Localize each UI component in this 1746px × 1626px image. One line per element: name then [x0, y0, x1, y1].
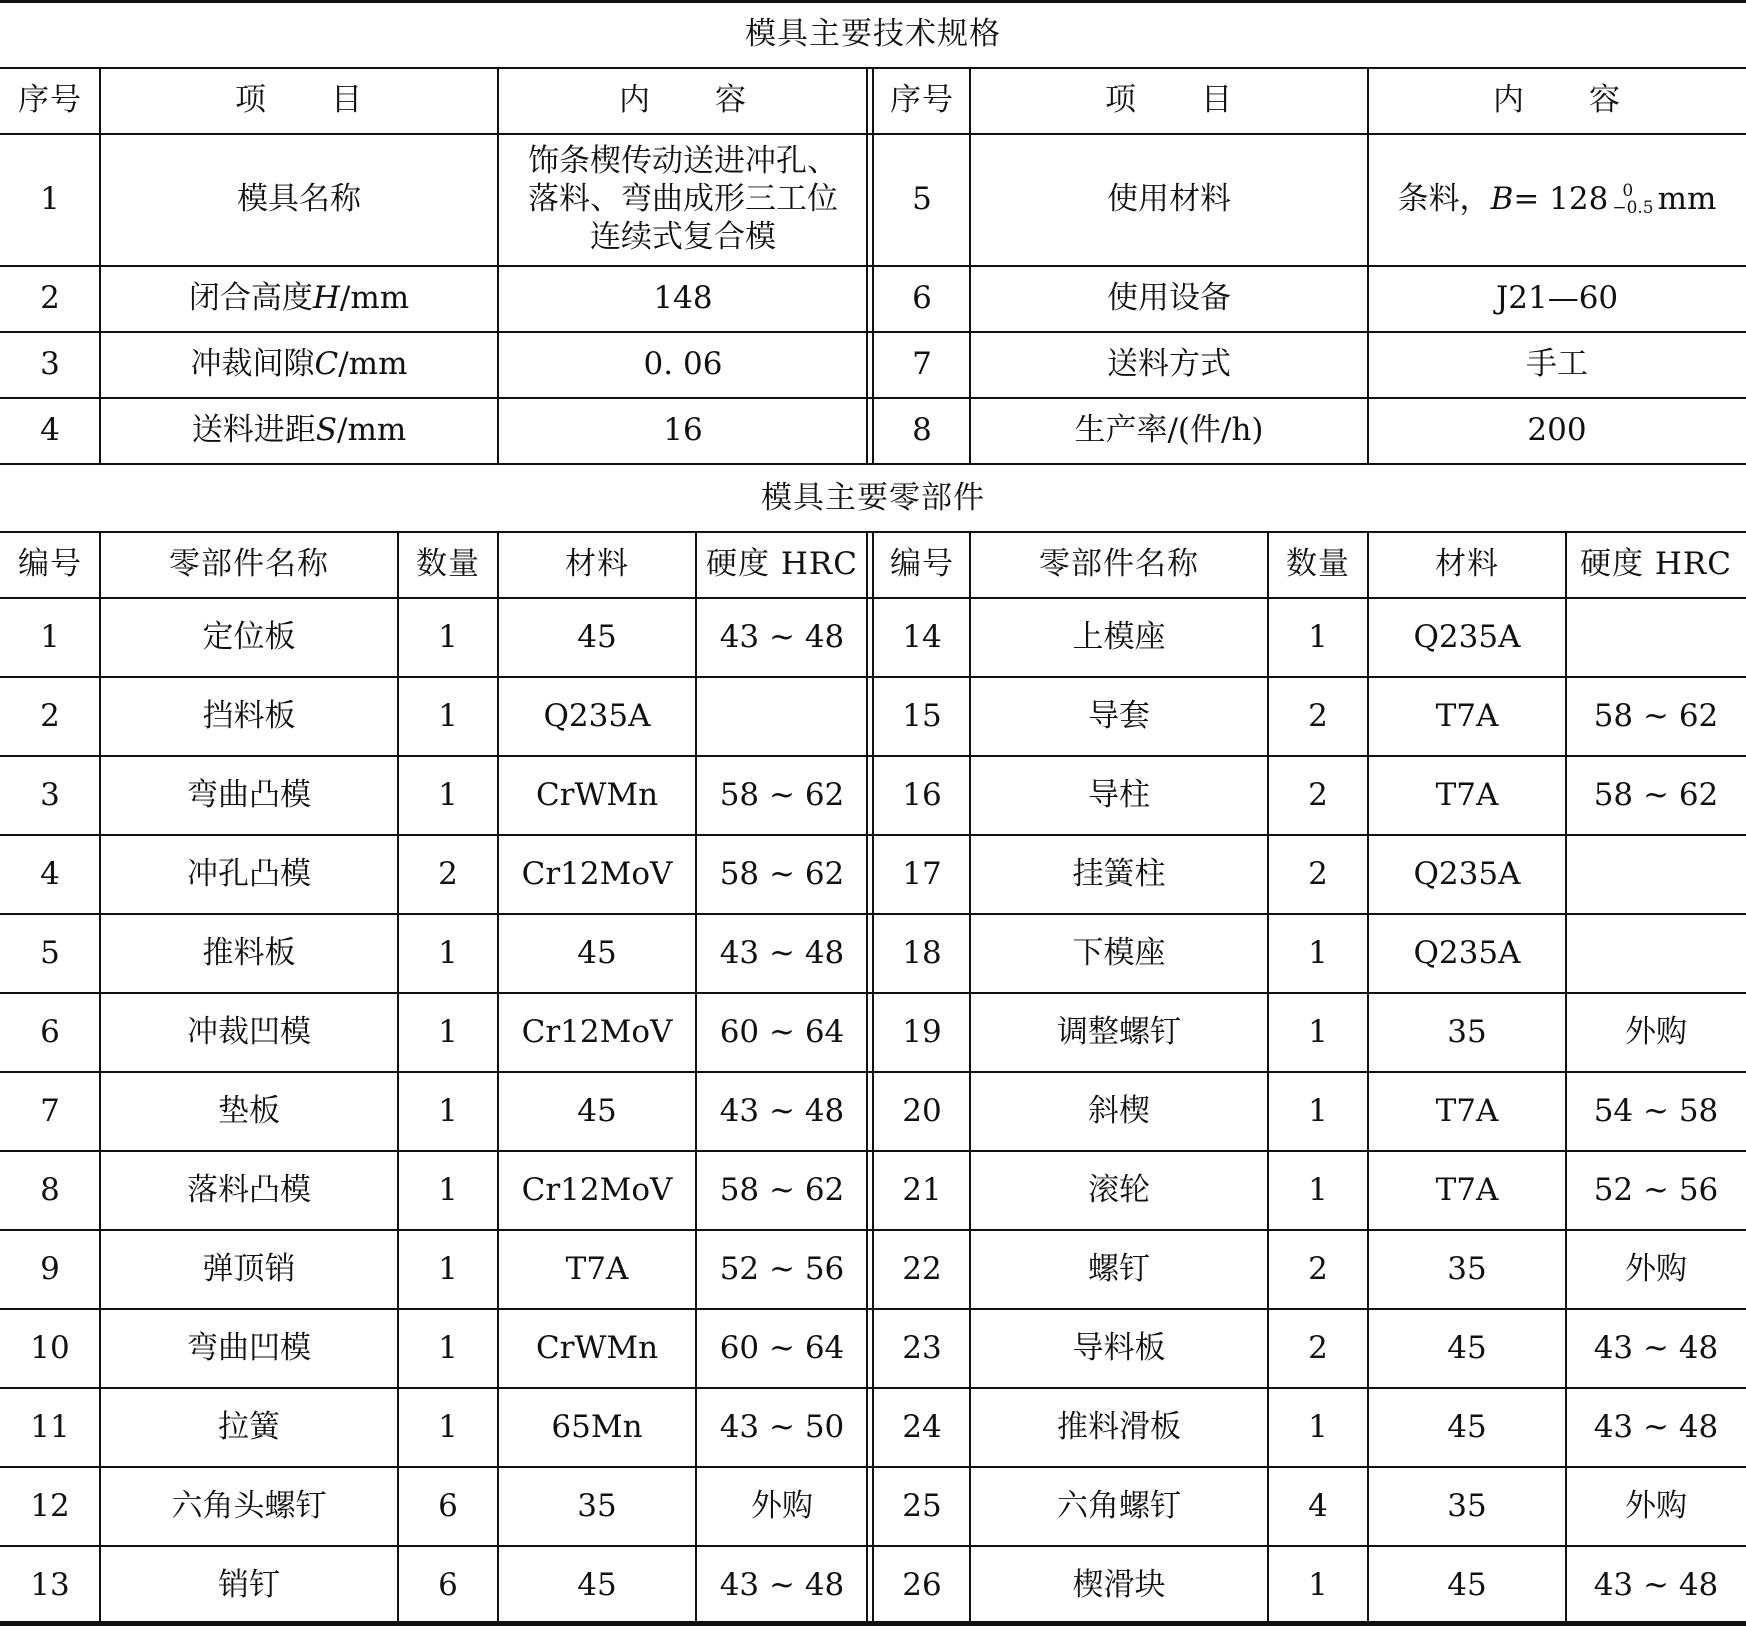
parts-cell-qty-right: 1 [1308, 934, 1328, 971]
parts-cell-material-left: 45 [577, 1566, 617, 1603]
parts-cell-material-left: 35 [577, 1487, 617, 1524]
spec-row2-item-right: 使用设备 [1107, 280, 1231, 317]
parts-cell-material-left: 65Mn [551, 1408, 643, 1445]
spec-row1-content-left: 饰条楔传动送进冲孔、落料、弯曲成形三工位连续式复合模 [528, 143, 838, 255]
item-unit: /mm [338, 346, 408, 383]
parts-cell-hardness-right: 54 ~ 58 [1593, 1092, 1719, 1129]
parts-cell-no-right: 24 [902, 1408, 942, 1445]
parts-cell-material-left: 45 [577, 1092, 617, 1129]
parts-cell-no-right: 17 [902, 855, 942, 892]
parts-cell-hardness-left: 58 ~ 62 [719, 776, 845, 813]
parts-cell-no-left: 5 [40, 934, 60, 971]
top-rule [0, 0, 1746, 3]
material-width-value: = 128 [1513, 181, 1609, 218]
parts-cell-hardness-right: 外购 [1625, 1013, 1687, 1050]
parts-cell-qty-left: 6 [438, 1566, 458, 1603]
parts-cell-material-left: Q235A [543, 697, 651, 734]
spec-row1-no-right: 5 [912, 181, 932, 218]
parts-cell-no-left: 8 [40, 1171, 60, 1208]
spec-header-no-right: 序号 [890, 82, 954, 119]
parts-cell-qty-right: 1 [1308, 1013, 1328, 1050]
parts-cell-hardness-right: 58 ~ 62 [1593, 776, 1719, 813]
spec-header-content-left: 内 容 [619, 82, 747, 119]
tolerance-upper: 0 [1622, 181, 1634, 201]
item-label: 冲裁间隙 [190, 346, 315, 383]
parts-cell-name-right: 楔滑块 [1072, 1566, 1166, 1603]
spec-row2-content-right: J21—60 [1495, 280, 1619, 317]
parts-cell-name-left: 弯曲凸模 [187, 776, 311, 813]
parts-header-name-left: 零部件名称 [169, 546, 329, 583]
parts-header-no-right: 编号 [890, 546, 954, 583]
spec-row4-content-left: 16 [663, 412, 703, 449]
parts-cell-no-left: 1 [40, 618, 60, 655]
parts-cell-qty-left: 1 [438, 934, 458, 971]
parts-cell-no-left: 10 [30, 1329, 70, 1366]
parts-cell-material-right: Q235A [1413, 618, 1521, 655]
parts-cell-no-right: 21 [902, 1171, 942, 1208]
parts-cell-qty-left: 1 [438, 1329, 458, 1366]
parts-cell-no-right: 15 [902, 697, 942, 734]
parts-cell-no-right: 26 [902, 1566, 942, 1603]
item-variable: S [315, 412, 337, 449]
parts-cell-qty-right: 2 [1308, 1250, 1328, 1287]
parts-cell-qty-left: 2 [438, 855, 458, 892]
item-label: 闭合高度 [188, 280, 313, 317]
parts-cell-hardness-right: 58 ~ 62 [1593, 697, 1719, 734]
spec-row1-content-right [1368, 134, 1746, 266]
parts-header-material-left: 材料 [565, 546, 629, 583]
parts-cell-hardness-right [1566, 835, 1746, 914]
spec-row2-no-left: 2 [40, 280, 60, 317]
parts-cell-name-left: 垫板 [218, 1092, 280, 1129]
parts-cell-qty-right: 2 [1308, 776, 1328, 813]
parts-cell-hardness-left: 43 ~ 48 [719, 618, 845, 655]
parts-cell-material-right: 45 [1447, 1408, 1487, 1445]
spec-row4-no-left: 4 [40, 412, 60, 449]
parts-header-qty-left: 数量 [416, 546, 480, 583]
parts-cell-no-left: 6 [40, 1013, 60, 1050]
parts-cell-hardness-left: 52 ~ 56 [719, 1250, 845, 1287]
parts-cell-material-right: 45 [1447, 1566, 1487, 1603]
parts-cell-name-left: 弹顶销 [202, 1250, 296, 1287]
parts-cell-hardness-right: 52 ~ 56 [1593, 1171, 1719, 1208]
parts-cell-hardness-left: 58 ~ 62 [719, 855, 845, 892]
parts-cell-no-right: 14 [902, 618, 942, 655]
parts-cell-material-left: Cr12MoV [521, 855, 673, 892]
parts-cell-qty-right: 4 [1308, 1487, 1328, 1524]
parts-cell-hardness-right [1566, 598, 1746, 677]
parts-header-material-right: 材料 [1435, 546, 1499, 583]
parts-cell-hardness-left: 60 ~ 64 [719, 1329, 845, 1366]
spec-row4-content-right: 200 [1527, 412, 1587, 449]
material-unit: mm [1657, 181, 1717, 218]
parts-cell-hardness-left: 43 ~ 48 [719, 934, 845, 971]
parts-cell-hardness-right [1566, 914, 1746, 993]
material-tolerance [1612, 183, 1653, 217]
spec-header-item-right: 项 目 [1105, 82, 1233, 119]
parts-cell-qty-right: 2 [1308, 855, 1328, 892]
parts-cell-material-right: T7A [1435, 776, 1499, 813]
spec-row3-no-left: 3 [40, 346, 60, 383]
material-width-variable: B [1490, 181, 1514, 218]
spec-header-content-right: 内 容 [1493, 82, 1621, 119]
parts-cell-material-right: T7A [1435, 1092, 1499, 1129]
parts-cell-hardness-left: 60 ~ 64 [719, 1013, 845, 1050]
spec-row3-content-left: 0. 06 [643, 346, 723, 383]
parts-cell-name-right: 斜楔 [1088, 1092, 1150, 1129]
parts-cell-no-left: 13 [30, 1566, 70, 1603]
parts-cell-material-left: CrWMn [535, 776, 659, 813]
spec-row4-item-left [100, 398, 498, 464]
parts-cell-qty-right: 1 [1308, 1171, 1328, 1208]
parts-cell-qty-right: 1 [1308, 618, 1328, 655]
parts-cell-qty-right: 2 [1308, 1329, 1328, 1366]
parts-cell-no-left: 12 [30, 1487, 70, 1524]
item-variable: H [312, 280, 340, 317]
parts-cell-qty-left: 1 [438, 1013, 458, 1050]
item-unit: /mm [339, 280, 410, 317]
parts-cell-name-left: 定位板 [202, 618, 296, 655]
parts-cell-name-right: 导柱 [1088, 776, 1150, 813]
parts-cell-hardness-right: 43 ~ 48 [1593, 1329, 1719, 1366]
parts-cell-name-right: 滚轮 [1088, 1171, 1150, 1208]
parts-cell-name-right: 挂簧柱 [1072, 855, 1166, 892]
parts-cell-material-right: T7A [1435, 697, 1499, 734]
parts-cell-no-left: 2 [40, 697, 60, 734]
parts-cell-name-right: 六角螺钉 [1057, 1487, 1181, 1524]
item-variable: C [314, 346, 339, 383]
parts-cell-material-right: 35 [1447, 1487, 1487, 1524]
parts-cell-material-left: Cr12MoV [521, 1171, 673, 1208]
material-prefix: 条料， [1397, 181, 1491, 218]
parts-cell-hardness-left: 外购 [751, 1487, 813, 1524]
parts-cell-hardness-left [696, 677, 868, 756]
tolerance-lower: −0.5 [1612, 198, 1654, 218]
parts-header-hardness-left: 硬度 HRC [706, 546, 858, 583]
parts-cell-material-left: 45 [577, 934, 617, 971]
parts-cell-qty-right: 1 [1308, 1566, 1328, 1603]
parts-cell-qty-left: 1 [438, 618, 458, 655]
parts-header-hardness-right: 硬度 HRC [1580, 546, 1732, 583]
spec-row3-no-right: 7 [912, 346, 932, 383]
parts-cell-qty-left: 1 [438, 776, 458, 813]
parts-cell-material-left: CrWMn [535, 1329, 659, 1366]
parts-cell-material-right: Q235A [1413, 934, 1521, 971]
spec-row3-content-right: 手工 [1526, 346, 1588, 383]
parts-cell-name-right: 调整螺钉 [1057, 1013, 1181, 1050]
item-label: 送料进距 [191, 412, 316, 449]
parts-cell-material-right: 45 [1447, 1329, 1487, 1366]
parts-cell-name-left: 销钉 [218, 1566, 280, 1603]
parts-cell-hardness-left: 43 ~ 48 [719, 1566, 845, 1603]
parts-cell-name-right: 导料板 [1072, 1329, 1166, 1366]
parts-cell-material-right: Q235A [1413, 855, 1521, 892]
spec-row1-no-left: 1 [40, 181, 60, 218]
parts-cell-hardness-left: 43 ~ 48 [719, 1092, 845, 1129]
spec-row4-no-right: 8 [912, 412, 932, 449]
parts-cell-name-left: 推料板 [202, 934, 296, 971]
parts-cell-material-right: 35 [1447, 1250, 1487, 1287]
parts-cell-qty-right: 1 [1308, 1092, 1328, 1129]
parts-cell-material-left: Cr12MoV [521, 1013, 673, 1050]
parts-cell-no-right: 20 [902, 1092, 942, 1129]
spec-row2-no-right: 6 [912, 280, 932, 317]
parts-cell-name-left: 冲孔凸模 [187, 855, 311, 892]
item-unit: /mm [337, 412, 407, 449]
parts-cell-name-right: 下模座 [1072, 934, 1166, 971]
parts-header-no-left: 编号 [18, 546, 82, 583]
parts-cell-material-right: 35 [1447, 1013, 1487, 1050]
parts-cell-hardness-right: 43 ~ 48 [1593, 1566, 1719, 1603]
parts-cell-material-left: T7A [565, 1250, 629, 1287]
parts-cell-hardness-right: 外购 [1625, 1250, 1687, 1287]
parts-cell-name-left: 挡料板 [202, 697, 296, 734]
parts-cell-name-left: 拉簧 [218, 1408, 280, 1445]
parts-cell-no-right: 22 [902, 1250, 942, 1287]
spec-header-item-left: 项 目 [235, 82, 363, 119]
parts-cell-name-left: 冲裁凹模 [187, 1013, 311, 1050]
parts-cell-no-right: 25 [902, 1487, 942, 1524]
parts-header-name-right: 零部件名称 [1039, 546, 1199, 583]
parts-cell-hardness-right: 43 ~ 48 [1593, 1408, 1719, 1445]
parts-cell-no-left: 3 [40, 776, 60, 813]
parts-cell-qty-left: 1 [438, 1171, 458, 1208]
parts-header-qty-right: 数量 [1286, 546, 1350, 583]
parts-cell-no-left: 4 [40, 855, 60, 892]
parts-cell-hardness-left: 58 ~ 62 [719, 1171, 845, 1208]
parts-cell-name-left: 六角头螺钉 [171, 1487, 327, 1524]
parts-cell-no-left: 9 [40, 1250, 60, 1287]
spec-row3-item-right: 送料方式 [1107, 346, 1231, 383]
parts-cell-qty-left: 6 [438, 1487, 458, 1524]
parts-cell-no-right: 23 [902, 1329, 942, 1366]
parts-cell-name-left: 落料凸模 [187, 1171, 311, 1208]
spec-table-title: 模具主要技术规格 [745, 16, 1001, 53]
spec-row3-item-left [100, 332, 498, 398]
spec-row2-content-left: 148 [653, 280, 713, 317]
parts-cell-name-right: 上模座 [1072, 618, 1166, 655]
parts-cell-qty-left: 1 [438, 1250, 458, 1287]
parts-cell-qty-left: 1 [438, 1092, 458, 1129]
parts-cell-no-right: 18 [902, 934, 942, 971]
parts-cell-name-right: 推料滑板 [1057, 1408, 1181, 1445]
parts-cell-qty-left: 1 [438, 697, 458, 734]
parts-cell-material-right: T7A [1435, 1171, 1499, 1208]
parts-cell-qty-right: 2 [1308, 697, 1328, 734]
spec-row1-item-right: 使用材料 [1107, 181, 1231, 218]
spec-row4-item-right: 生产率/(件/h) [1074, 412, 1264, 449]
parts-cell-name-right: 螺钉 [1088, 1250, 1150, 1287]
parts-table-title: 模具主要零部件 [761, 480, 985, 517]
parts-cell-name-left: 弯曲凹模 [187, 1329, 311, 1366]
parts-cell-name-right: 导套 [1088, 697, 1150, 734]
parts-cell-qty-left: 1 [438, 1408, 458, 1445]
parts-cell-hardness-right: 外购 [1625, 1487, 1687, 1524]
parts-cell-qty-right: 1 [1308, 1408, 1328, 1445]
parts-cell-hardness-left: 43 ~ 50 [719, 1408, 845, 1445]
parts-cell-material-left: 45 [577, 618, 617, 655]
parts-cell-no-right: 16 [902, 776, 942, 813]
spec-row1-item-left: 模具名称 [237, 181, 361, 218]
parts-cell-no-right: 19 [902, 1013, 942, 1050]
parts-cell-no-left: 11 [30, 1408, 70, 1445]
parts-cell-no-left: 7 [40, 1092, 60, 1129]
spec-header-no-left: 序号 [18, 82, 82, 119]
spec-row2-item-left [100, 266, 498, 332]
